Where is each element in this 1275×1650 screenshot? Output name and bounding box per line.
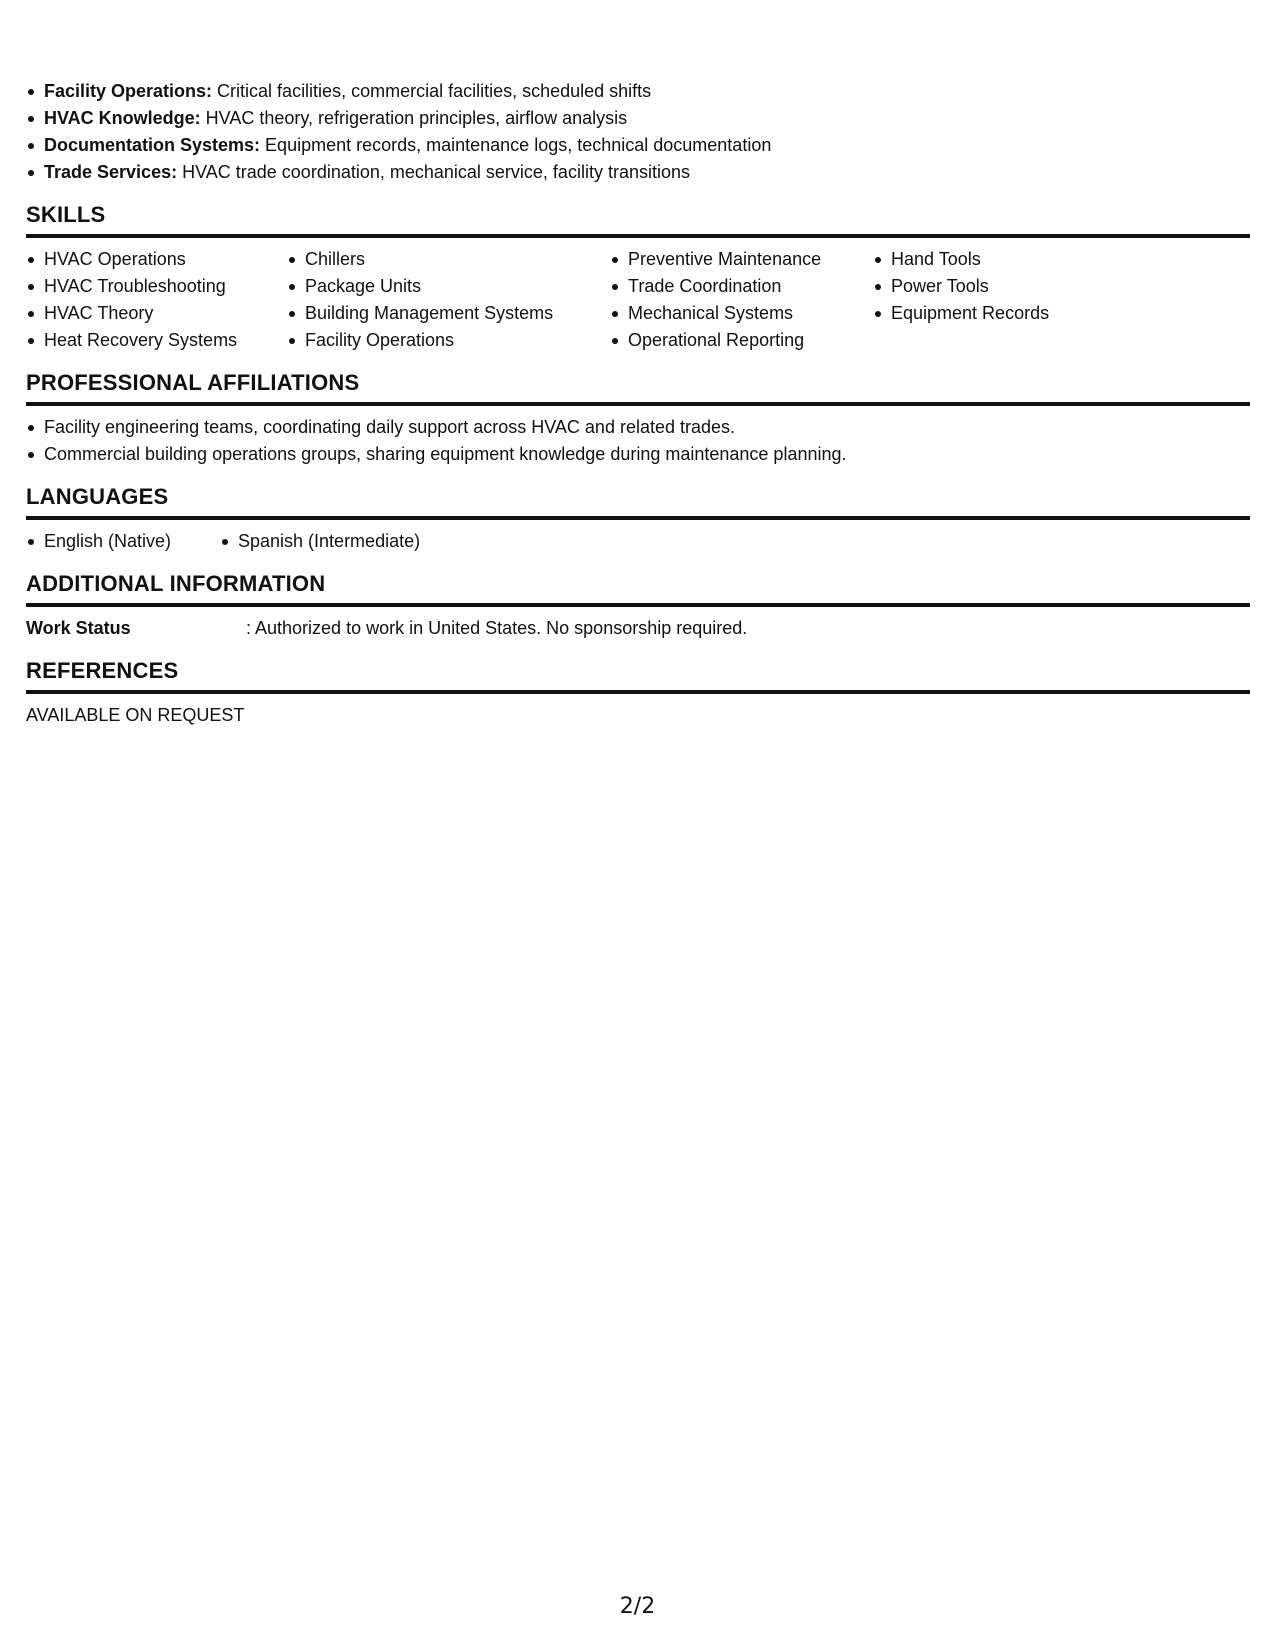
affiliations-list: [26, 414, 1250, 468]
languages-section: [26, 482, 1250, 555]
work-status-row: [26, 607, 1250, 642]
affiliation-item: Facility engineering teams, coordinating daily support across HVAC and related trades.: [44, 414, 1250, 441]
highlight-text: Critical facilities, commercial facilities, scheduled shifts: [212, 81, 652, 101]
skill-item: Building Management Systems: [305, 300, 610, 327]
highlight-label: Facility Operations:: [44, 81, 213, 101]
skill-item: Equipment Records: [891, 300, 1131, 327]
additional-info-heading: ADDITIONAL INFORMATION: [26, 569, 1250, 607]
highlight-label: Documentation Systems:: [44, 135, 261, 155]
highlight-item: [44, 159, 1250, 186]
affiliations-body: [26, 406, 1250, 468]
skills-column: [610, 246, 873, 354]
skills-column: [873, 246, 1131, 354]
highlight-label: Trade Services:: [44, 162, 178, 182]
skill-item: Heat Recovery Systems: [44, 327, 287, 354]
languages-column: [26, 528, 220, 555]
skill-item: Trade Coordination: [628, 273, 873, 300]
highlight-label: HVAC Knowledge:: [44, 108, 201, 128]
additional-info-section: [26, 569, 1250, 642]
language-item: English (Native): [44, 528, 220, 555]
skills-column: [287, 246, 610, 354]
skill-item: Facility Operations: [305, 327, 610, 354]
skill-item: Chillers: [305, 246, 610, 273]
resume-page: [26, 78, 1250, 729]
highlights-list: [26, 78, 1250, 186]
languages-row: [26, 520, 1250, 555]
highlight-text: HVAC theory, refrigeration principles, airflow analysis: [200, 108, 628, 128]
skill-item: Preventive Maintenance: [628, 246, 873, 273]
skill-item: Hand Tools: [891, 246, 1131, 273]
highlight-text: Equipment records, maintenance logs, technical documentation: [260, 135, 772, 155]
affiliations-section: [26, 368, 1250, 468]
highlight-item: [44, 78, 1250, 105]
references-heading: REFERENCES: [26, 656, 1250, 694]
skill-item: Mechanical Systems: [628, 300, 873, 327]
skills-heading: SKILLS: [26, 200, 1250, 238]
skill-item: HVAC Operations: [44, 246, 287, 273]
work-status-value: : Authorized to work in United States. No sponsorship required.: [246, 618, 748, 638]
work-status-label: Work Status: [26, 618, 131, 638]
affiliation-item: Commercial building operations groups, sharing equipment knowledge during maintenance planning.: [44, 441, 1250, 468]
skill-item: HVAC Troubleshooting: [44, 273, 287, 300]
skill-item: Package Units: [305, 273, 610, 300]
skill-item: Power Tools: [891, 273, 1131, 300]
references-section: [26, 656, 1250, 729]
skills-column: [26, 246, 287, 354]
skill-item: Operational Reporting: [628, 327, 873, 354]
languages-column: [220, 528, 420, 555]
highlight-item: [44, 132, 1250, 159]
skill-item: HVAC Theory: [44, 300, 287, 327]
highlight-item: [44, 105, 1250, 132]
language-item: Spanish (Intermediate): [238, 528, 420, 555]
skills-section: [26, 200, 1250, 354]
languages-heading: LANGUAGES: [26, 482, 1250, 520]
references-text: AVAILABLE ON REQUEST: [26, 705, 245, 725]
page-number: 2/2: [619, 1594, 656, 1619]
skills-grid: [26, 238, 1250, 354]
highlight-text: HVAC trade coordination, mechanical service, facility transitions: [177, 162, 690, 182]
affiliations-heading: PROFESSIONAL AFFILIATIONS: [26, 368, 1250, 406]
